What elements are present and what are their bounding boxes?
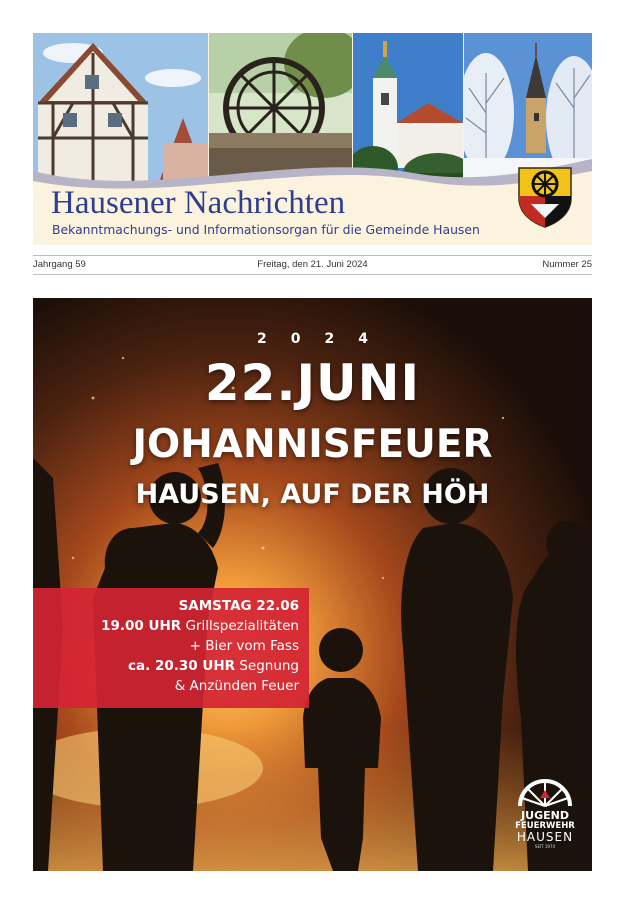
event-poster xyxy=(33,298,592,871)
poster-event-title: JOHANNISFEUER xyxy=(132,422,493,467)
poster-date: 22.JUNI xyxy=(204,354,421,412)
schedule-item-1: Grillspezialitäten xyxy=(185,618,299,634)
schedule-item-3: Segnung xyxy=(239,658,299,674)
volume-label: Jahrgang 59 xyxy=(33,259,86,270)
schedule-time-1: 19.00 UHR xyxy=(101,618,182,634)
schedule-time-3: ca. 20.30 UHR xyxy=(128,658,236,674)
newspaper-title: Hausener Nachrichten xyxy=(51,185,346,221)
schedule-box xyxy=(33,588,309,708)
youth-fire-brigade-logo xyxy=(505,768,585,864)
fire-wheel-icon xyxy=(516,768,574,808)
poster-location: HAUSEN, AUF DER HÖH xyxy=(135,479,490,510)
issue-date: Freitag, den 21. Juni 2024 xyxy=(257,259,368,270)
schedule-item-4: & Anzünden Feuer xyxy=(174,678,299,694)
poster-year: 2024 xyxy=(257,331,392,347)
schedule-day: SAMSTAG 22.06 xyxy=(178,598,299,614)
newspaper-subtitle: Bekanntmachungs- und Informationsorgan für die Gemeinde Hausen xyxy=(52,222,480,237)
schedule-item-2: + Bier vom Fass xyxy=(189,638,299,654)
logo-line-1: JUGEND xyxy=(521,809,569,822)
issue-number: Nummer 25 xyxy=(542,259,592,270)
coat-of-arms-icon xyxy=(517,166,573,228)
issue-info-line xyxy=(33,255,592,275)
logo-line-4: SEIT 1974 xyxy=(534,844,556,849)
masthead-banner xyxy=(33,33,592,245)
logo-line-2: FEUERWEHR xyxy=(515,821,575,831)
logo-line-3: HAUSEN xyxy=(516,830,574,844)
